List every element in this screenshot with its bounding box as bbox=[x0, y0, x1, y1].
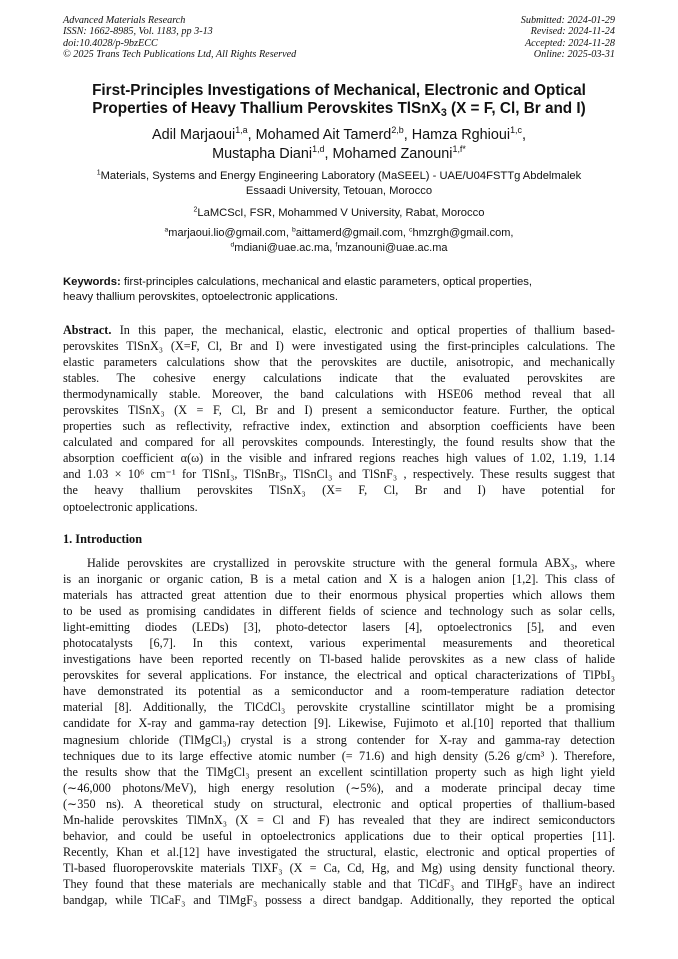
abstract-line: perovskites TlSnX₃ (X = F, Cl, Br and I) present a semiconductor feature. Further, the optical bbox=[63, 403, 615, 418]
intro-line: Halide perovskites are crystallized in perovskite structure with the general formula ABX₃, where bbox=[87, 556, 615, 570]
intro-line: techniques due to its large effective atomic number (= 71.6) and high density (5.26 g/cm³ ). Therefore, bbox=[63, 748, 615, 763]
abstract-line: stables. The cohesive energy calculations indicate that the evaluated perovskites are bbox=[63, 371, 615, 386]
author: Mohamed Ait Tamerd$^{2,b}$, bbox=[255, 125, 412, 143]
abstract-line: calculated and compared for all perovskites compounds. Interestingly, the found results show that the bbox=[63, 435, 615, 450]
affiliation-1: $^1$Materials, Systems and Energy Engineering Laboratory (MaSEEL) - UAE/U04FSTTg Abdelmalek Essaadi University, Tetouan, Morocco bbox=[40, 169, 638, 199]
abstract-line: the heavy thallium perovskites TlSnX₃ (X= F, Cl, Br and I) have potential for bbox=[63, 483, 615, 498]
title-line-2-text: Properties of Heavy Thallium Perovskites TlSnX bbox=[92, 100, 441, 117]
author-line-1 bbox=[40, 126, 638, 145]
intro-line: is an inorganic or organic cation, B is a metal cation and X is a halogen anion [1,2]. This class of bbox=[63, 572, 615, 587]
title-line-2 bbox=[40, 100, 638, 118]
author-list bbox=[40, 126, 638, 164]
abstract-line: properties such as reflectivity, refractive index, extinction and absorption coefficients have been bbox=[63, 419, 615, 434]
intro-line: (∼350 ns). A theoretical study on structural, electronic and optical properties of thallium-based bbox=[63, 796, 615, 811]
author: Hamza Rghioui$^{1,c}$, bbox=[411, 125, 526, 143]
intro-line: light-emitting diodes (LEDs) [3], photo-detector lasers [4], optoelectronics [5], and even bbox=[63, 620, 615, 635]
affiliation-1-line-2: Essaadi University, Tetouan, Morocco bbox=[245, 185, 433, 197]
intro-line: magnesium chloride (TlMgCl₃) crystal is a strong contender for X-ray and gamma-ray detection bbox=[63, 732, 615, 747]
journal-name: Advanced Materials Research bbox=[63, 15, 186, 26]
author: Mustapha Diani$^{1,d}$, bbox=[212, 144, 333, 162]
journal-doi: doi:10.4028/p-9bzECC bbox=[63, 37, 158, 49]
author-line-2 bbox=[40, 145, 638, 164]
date-revised: Revised: 2024-11-24 bbox=[530, 26, 615, 38]
intro-line: They found that these materials are mechanically stable and that TlCdF₃ and TlHgF₃ have an indirect bbox=[63, 876, 615, 891]
date-submitted: Submitted: 2024-01-29 bbox=[520, 15, 615, 26]
intro-line: Mn-halide perovskites TlMnX₃ (X = Cl and F) has revealed that they are indirect semiconductors bbox=[63, 812, 615, 827]
abstract-line: optoelectronic applications. bbox=[63, 499, 198, 514]
intro-line: materials has attracted great attention due to their enormous physical properties which allows them bbox=[63, 588, 615, 603]
email: $^d$mdiani@uae.ac.ma, bbox=[230, 241, 336, 254]
date-online: Online: 2025-03-31 bbox=[533, 49, 615, 61]
author: Adil Marjaoui$^{1,a}$, bbox=[152, 125, 256, 143]
email: $^b$aittamerd@gmail.com, bbox=[291, 226, 410, 239]
journal-info bbox=[63, 15, 296, 61]
keywords-section bbox=[63, 275, 615, 305]
affiliation-2: $^2$LaMCScI, FSR, Mohammed V University, Rabat, Morocco bbox=[193, 206, 485, 219]
intro-line: bandgap, while TlCaF₃ and TlMgF₃ possess a direct bandgap. Additionally, they reported the optical bbox=[63, 892, 615, 907]
journal-issn: ISSN: 1662-8985, Vol. 1183, pp 3-13 bbox=[63, 26, 213, 38]
abstract-line: thermodynamically stable. Moreover, the band calculations with HSE06 method reveal that all bbox=[63, 387, 615, 402]
intro-line: to be used as promising candidates in different fields of science and technology such as solar cells, bbox=[63, 604, 615, 619]
affiliation-2-text: LaMCScI, FSR, Mohammed V University, Rabat, Morocco bbox=[197, 207, 485, 219]
intro-line: material [8]. Additionally, the TlCdCl₃ perovskite crystalline scintillator might be a promising bbox=[63, 700, 615, 715]
journal-copyright: © 2025 Trans Tech Publications Ltd, All Rights Reserved bbox=[63, 49, 297, 61]
keywords-label: Keywords: bbox=[63, 276, 121, 288]
intro-line: photocatalysts [6,7]. In this context, various experimental measurements and theoretical bbox=[63, 636, 615, 651]
intro-line: Recently, Khan et al.[12] have investigated the structural, elastic, electronic and optical properties of bbox=[63, 844, 615, 859]
abstract-label: Abstract. bbox=[63, 323, 112, 337]
section-heading-introduction: 1. Introduction bbox=[63, 532, 143, 546]
abstract-line: absorption coefficient α(ω) in the visible and infrared regions reaches high values of 1.02, 1.19, 1.14 bbox=[63, 451, 615, 466]
email-list bbox=[40, 226, 638, 256]
intro-line: Tl-based fluoroperovskite materials TlXF₃ (X = Ca, Cd, Hg, and Mg) using density functional theory. bbox=[63, 860, 615, 875]
author: Mohamed Zanouni$^{1,f*}$ bbox=[332, 144, 466, 162]
keywords-text: first-principles calculations, mechanical and elastic parameters, optical properties, bbox=[120, 276, 533, 288]
submission-dates bbox=[521, 15, 615, 61]
email: $^a$marjaoui.lio@gmail.com, bbox=[164, 226, 292, 239]
email: $^f$mzanouni@uae.ac.ma bbox=[335, 241, 448, 254]
abstract-line: elastic parameters calculations show that the perovskites are ductile, anisotropic, and mechanically bbox=[63, 355, 615, 370]
email: $^c$hmzrgh@gmail.com, bbox=[409, 226, 514, 239]
affiliation-1-line-1: Materials, Systems and Energy Engineering Laboratory (MaSEEL) - UAE/U04FSTTg Abdelmalek bbox=[100, 170, 582, 182]
title-line-1: First-Principles Investigations of Mechanical, Electronic and Optical bbox=[92, 82, 586, 99]
abstract-line: and 1.03 × 10⁶ cm⁻¹ for TlSnI₃, TlSnBr₃, TlSnCl₃ and TlSnF₃ , respectively. These results suggest that bbox=[63, 467, 615, 482]
abstract-line: perovskites TlSnX₃ (X=F, Cl, Br and I) were investigated using the first-principles calculations. The bbox=[63, 339, 615, 354]
title-subscript: 3 bbox=[440, 106, 447, 119]
email-line-1 bbox=[40, 226, 638, 241]
intro-line: have demonstrated its potential as a semiconductor and a room-temperature radiation detector bbox=[63, 684, 615, 699]
date-accepted: Accepted: 2024-11-28 bbox=[524, 37, 615, 49]
abstract: Abstract. In this paper, the mechanical, elastic, electronic and optical properties of thallium based- perovskites TlSnX₃ (X=F, Cl, Br and I) were investigated using the first-principles calculations. The elastic parameters calculations show that the perovskites are ductile, anisotropic, and mechanically stables. The cohesive energy calculations indicate that the evaluated perovskites are thermodynamically stable. Moreover, the band calculations with HSE06 method reveal that all perovskites TlSnX₃ (X = F, Cl, Br and I) present a semiconductor feature. Further, the optical properties such as reflectivity, refractive index, extinction and absorption coefficients have been calculated and compared for all perovskites compounds. Interestingly, the found results show that the absorption coefficient α(ω) in the visible and infrared regions reaches high values of 1.02, 1.19, 1.14 and 1.03 × 10⁶ cm⁻¹ for TlSnI₃, TlSnBr₃, TlSnCl₃ and TlSnF₃ , respectively. These results suggest that the heavy thallium perovskites TlSnX₃ (X= F, Cl, Br and I) have potential for optoelectronic applications. bbox=[63, 323, 615, 514]
introduction-body bbox=[63, 555, 615, 908]
title-line-2-tail: (X = F, Cl, Br and I) bbox=[446, 100, 586, 117]
intro-line: the results show that the TlMgCl₃ present an excellent scintillation property such as high light yield bbox=[63, 764, 615, 779]
intro-line: behavior, and could be useful in optoelectronics applications due to their optical properties [11]. bbox=[63, 828, 615, 843]
intro-line: investigations have been reported recently on Tl-based halide perovskites as a new class of halide bbox=[63, 652, 615, 667]
paper-title bbox=[40, 82, 638, 118]
intro-line: (∼46,000 photons/MeV), high energy resolution (∼5%), and a moderate principal decay time bbox=[63, 780, 615, 795]
keywords-text-2: heavy thallium perovskites, optoelectronic applications. bbox=[63, 291, 339, 303]
intro-line: candidate for X-ray and gamma-ray detection [9]. Likewise, Fujimoto et al.[10] reported that thallium bbox=[63, 716, 615, 731]
email-line-2 bbox=[40, 241, 638, 256]
intro-line: perovskites for several applications. For instance, the electrical and optical characterizations of TlPbI₃ bbox=[63, 668, 615, 683]
